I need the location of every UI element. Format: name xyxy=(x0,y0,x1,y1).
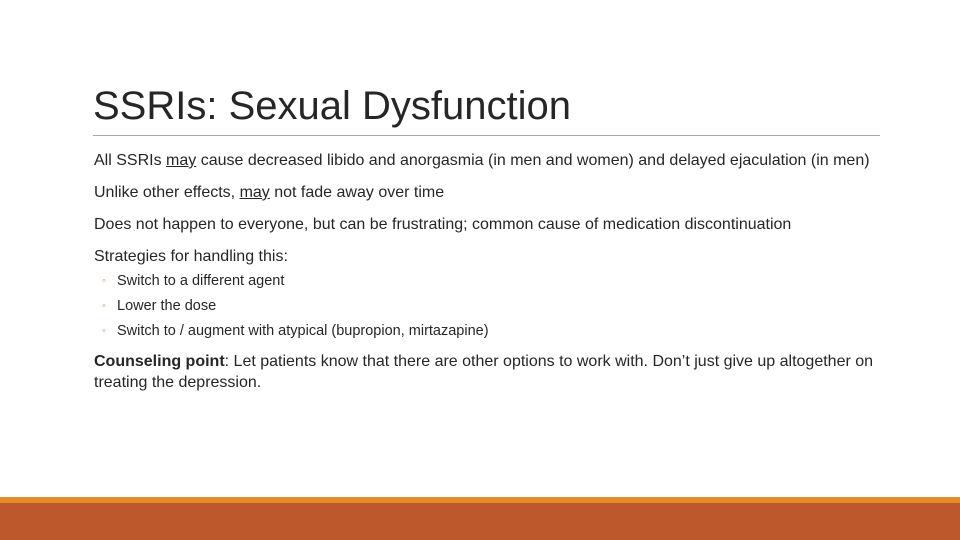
paragraph-frequency: Does not happen to everyone, but can be frustrating; common cause of medication discontinuation xyxy=(94,216,792,233)
strategies-list xyxy=(94,271,874,341)
paragraph-persistence xyxy=(94,182,874,203)
counseling-text: : Let patients know that there are other options to work with. Don’t just give up altogether on treating the depression. xyxy=(94,353,874,391)
list-item xyxy=(94,271,874,291)
title-divider xyxy=(93,135,880,136)
slide-title: SSRIs: Sexual Dysfunction xyxy=(93,84,571,128)
slide-body xyxy=(94,150,874,393)
p1-text-a: All SSRIs xyxy=(94,152,167,169)
strategy-text: Switch to / augment with atypical (bupropion, mirtazapine) xyxy=(117,323,489,339)
bullet-icon: ◦ xyxy=(102,325,106,337)
paragraph-counseling-point xyxy=(94,351,874,393)
bullet-icon: ◦ xyxy=(102,300,106,312)
list-item xyxy=(94,321,874,341)
footer-bar xyxy=(0,503,960,540)
paragraph-ssri-effects xyxy=(94,150,874,171)
strategy-text: Switch to a different agent xyxy=(117,273,285,289)
p1-underlined-may: may xyxy=(166,152,197,169)
p2-underlined-may: may xyxy=(239,184,270,201)
counseling-label: Counseling point xyxy=(94,353,225,370)
strategy-text: Lower the dose xyxy=(117,298,217,314)
list-item xyxy=(94,296,874,316)
p1-text-b: cause decreased libido and anorgasmia (in men and women) and delayed ejaculation (in men) xyxy=(196,152,870,169)
p2-text-b: not fade away over time xyxy=(269,184,445,201)
bullet-icon: ◦ xyxy=(102,275,106,287)
p2-text-a: Unlike other effects, xyxy=(94,184,240,201)
paragraph-strategies-heading: Strategies for handling this: xyxy=(94,248,288,265)
